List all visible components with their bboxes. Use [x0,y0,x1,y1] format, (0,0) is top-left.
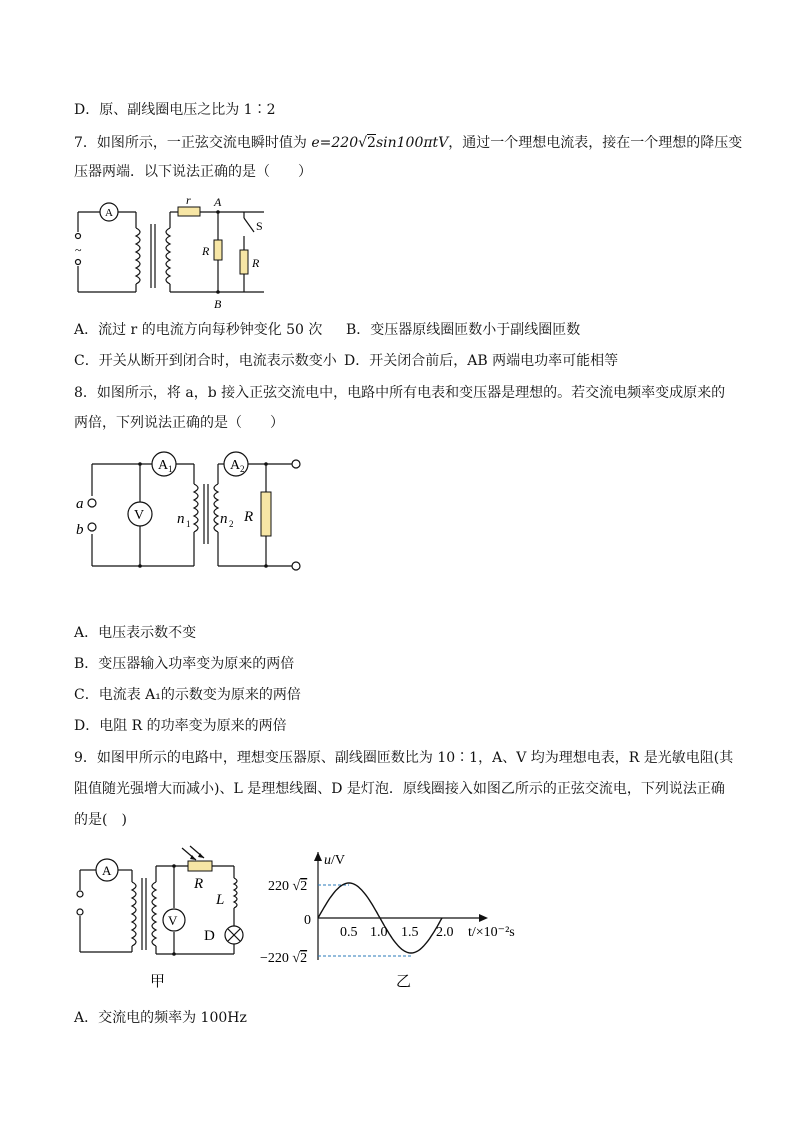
x-tick-1-0: 1.0 [370,925,388,940]
r1-label: R [202,244,210,258]
resistor-r-icon [178,207,200,216]
ac-source-label: ~ [75,243,82,257]
q7-circuit-figure [74,194,274,312]
terminal-b-label: b [76,522,84,538]
q8-option-b: B．变压器输入功率变为原来的两倍 [74,656,295,672]
x-axis-label: t/×10⁻²s [468,925,515,940]
q7-option-b: B．变压器原线圈匝数小于副线圈匝数 [346,322,581,338]
node-b-label: B [214,297,222,311]
n2-label: n [220,511,228,527]
y-axis-label: u/V [324,853,345,868]
q7-stem-part1: 7．如图所示，一正弦交流电瞬时值为 [74,135,312,151]
d-label: D [204,928,215,944]
a1-label: A [158,458,169,473]
y-min-label: −220 √2 [260,951,308,966]
v-label: V [134,508,145,523]
q8-stem-line2: 两倍，下列说法正确的是（ ） [74,415,284,431]
resistor-r2-icon [240,250,248,274]
q7-stem-line2: 压器两端．以下说法正确的是（ ） [74,164,312,180]
q8-option-c: C．电流表 A₁的示数变为原来的两倍 [74,687,301,703]
q9-circuit-jia [70,842,250,992]
q8-circuit-figure [74,450,314,576]
switch-s-label: S [256,219,263,233]
terminal-a-label: a [76,496,84,512]
q7-option-a: A．流过 r 的电流方向每秒钟变化 50 次 [74,322,323,338]
q9-stem-line2: 阻值随光强增大而减小)、L 是理想线圈、D 是灯泡．原线圈接入如图乙所示的正弦交流电，下列说法正确 [74,781,725,797]
q7-option-c: C．开关从断开到闭合时，电流表示数变小 [74,353,337,369]
n2-sub: 2 [229,519,234,529]
x-tick-2-0: 2.0 [436,925,454,940]
q8-option-d: D．电阻 R 的功率变为原来的两倍 [74,718,287,734]
q7-formula-e: e=220 [311,135,359,151]
r-label: r [186,194,191,207]
a-label: A [102,863,112,878]
q9-stem-line3: 的是( ) [74,812,127,828]
caption-jia: 甲 [150,974,166,990]
a2-sub: 2 [240,464,245,474]
caption-yi: 乙 [396,974,412,990]
origin-label: 0 [304,913,311,928]
q6-option-d: D．原、副线圈电压之比为 1∶2 [74,102,276,118]
ammeter-label: A [105,207,113,219]
r2-label: R [252,256,260,270]
q7-stem-line1 [74,133,742,153]
x-tick-1-5: 1.5 [401,925,419,940]
q7-formula-rest: sin100πtV [375,135,449,151]
a2-label: A [230,458,241,473]
r-label: R [194,876,204,892]
lamp-icon [225,926,243,944]
v-label: V [168,913,178,928]
resistor-r1-icon [214,240,222,260]
q9-waveform-yi [256,842,526,992]
y-max-label: 220 √2 [268,879,308,894]
photoresistor-icon [188,861,212,871]
l-label: L [216,892,225,908]
q7-option-d: D．开关闭合前后，AB 两端电功率可能相等 [344,353,619,369]
n1-label: n [177,511,185,527]
a1-sub: 1 [168,464,173,474]
q8-stem-line1: 8．如图所示，将 a，b 接入正弦交流电中，电路中所有电表和变压器是理想的。若交流电频率变成原来的 [74,385,726,401]
n1-sub: 1 [186,519,191,529]
resistor-r-icon [261,492,271,536]
q9-stem-line1: 9．如图甲所示的电路中，理想变压器原、副线圈匝数比为 10∶1，A、V 均为理想电表，R 是光敏电阻(其 [74,750,734,766]
q7-stem-part2: ，通过一个理想电流表，接在一个理想的降压变 [448,135,743,151]
x-tick-0-5: 0.5 [340,925,358,940]
node-a-label: A [214,195,222,209]
q9-option-a: A．交流电的频率为 100Hz [74,1010,247,1026]
q8-option-a: A．电压表示数不变 [74,625,197,641]
r-label: R [244,509,254,525]
q7-sqrt: √2 [358,135,376,151]
